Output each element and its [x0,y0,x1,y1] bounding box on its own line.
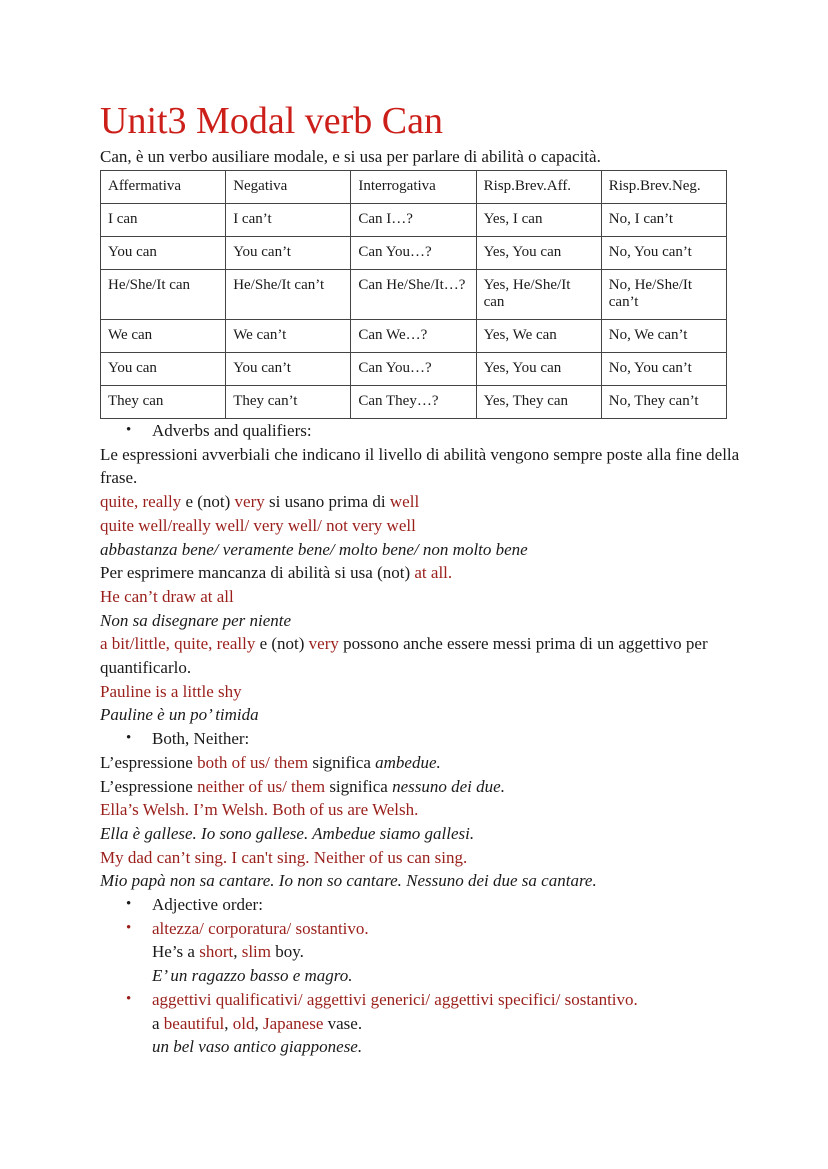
both-example-2: My dad can’t sing. I can't sing. Neither of us can sing. [100,847,468,867]
adjective-heading: • Adjective order: [100,893,740,917]
table-cell: Yes, I can [476,204,601,237]
table-cell: I can’t [226,204,351,237]
table-header-cell: Negativa [226,171,351,204]
text-plain: He’s a [152,942,200,962]
table-cell: Yes, You can [476,353,601,386]
text-red: neither of us/ them [197,776,326,796]
notes-body [100,419,740,1059]
text-italic: nessuno dei due. [392,776,505,796]
table-cell: No, I can’t [601,204,726,237]
adverbs-rule: Le espressioni avverbiali che indicano il livello di abilità vengono sempre poste alla fine della frase. [100,444,740,488]
adverbs-line-3: abbastanza bene/ veramente bene/ molto bene/ non molto bene [100,539,528,559]
table-row [101,386,727,419]
text-plain: vase. [323,1013,363,1033]
text-red: old [232,1013,255,1033]
text-red: very [234,492,265,512]
table-cell: Can He/She/It…? [351,270,476,320]
adverbs-translation-2: Pauline è un po’ timida [100,705,259,725]
adverbs-translation: Non sa disegnare per niente [100,610,292,630]
table-cell: You can’t [226,237,351,270]
text-plain: , [254,1013,263,1033]
intro-text: Can, è un verbo ausiliare modale, e si usa per parlare di abilità o capacità. [100,147,601,166]
table-cell: No, You can’t [601,353,726,386]
text-red: very [308,634,339,654]
table-cell: Yes, We can [476,320,601,353]
text-red: a bit/little, quite, really [100,634,256,654]
table-cell: No, He/She/It can’t [601,270,726,320]
text-plain: e (not) [181,492,235,512]
table-row [101,237,727,270]
adverbs-line-4 [100,561,740,585]
table-cell: We can [101,320,226,353]
adverbs-example: He can’t draw at all [100,586,234,606]
adverbs-example-2: Pauline is a little shy [100,681,242,701]
text-plain: L’espressione [100,752,198,772]
both-heading: • Both, Neither: [100,727,740,751]
table-header-cell: Interrogativa [351,171,476,204]
text-red: at all. [414,563,453,583]
both-translation-2: Mio papà non sa cantare. Io non so cantare. Nessuno dei due sa cantare. [100,871,597,891]
text-plain: boy. [271,942,304,962]
table-row [101,320,727,353]
table-row [101,204,727,237]
text-plain: e (not) [255,634,309,654]
text-plain: a [152,1013,164,1033]
text-red: both of us/ them [197,752,309,772]
table-header-cell: Risp.Brev.Aff. [476,171,601,204]
adjective-example-2 [100,1012,740,1036]
text-red: Japanese [262,1013,324,1033]
text-plain: L’espressione [100,776,198,796]
text-plain: Per esprimere mancanza di abilità si usa (not) [100,563,415,583]
table-cell: Can They…? [351,386,476,419]
table-header-cell: Risp.Brev.Neg. [601,171,726,204]
text-plain: possono anche essere messi prima di un aggettivo per quantificarlo. [100,634,708,678]
adverbs-line-7 [100,632,740,679]
table-row [101,270,727,320]
text-plain: significa [325,776,393,796]
text-plain: , [233,942,242,962]
both-translation-1: Ella è gallese. Io sono gallese. Ambedue siamo gallesi. [100,823,475,843]
table-cell: They can [101,386,226,419]
text-plain: , [224,1013,233,1033]
adjective-example-1 [100,940,740,964]
table-cell: You can’t [226,353,351,386]
both-line-2 [100,775,740,799]
adjective-rule-2: • aggettivi qualificativi/ aggettivi generici/ aggettivi specifici/ sostantivo. [100,988,740,1012]
table-cell: They can’t [226,386,351,419]
adverbs-heading: • Adverbs and qualifiers: [100,419,740,443]
table-cell: Can I…? [351,204,476,237]
table-cell: No, You can’t [601,237,726,270]
table-cell: Can We…? [351,320,476,353]
adverbs-line-1 [100,490,740,514]
table-cell: You can [101,237,226,270]
table-header-cell: Affermativa [101,171,226,204]
table-row [101,353,727,386]
table-cell: You can [101,353,226,386]
page-title: Unit3 Modal verb Can [100,100,444,142]
table-cell: No, We can’t [601,320,726,353]
adjective-translation-1: E’ un ragazzo basso e magro. [152,966,353,986]
table-cell: I can [101,204,226,237]
table-cell: He/She/It can [101,270,226,320]
table-cell: He/She/It can’t [226,270,351,320]
text-italic: ambedue. [375,752,441,772]
text-plain: si usano prima di [264,492,390,512]
both-line-1 [100,751,740,775]
text-red: short [199,942,234,962]
text-red: slim [241,942,272,962]
table-cell: Yes, He/She/It can [476,270,601,320]
table-cell: No, They can’t [601,386,726,419]
table-header-row [101,171,727,204]
text-red: beautiful [163,1013,225,1033]
adjective-rule-1: • altezza/ corporatura/ sostantivo. [100,917,740,941]
table-cell: Can You…? [351,353,476,386]
both-example-1: Ella’s Welsh. I’m Welsh. Both of us are Welsh. [100,800,419,820]
table-cell: Yes, They can [476,386,601,419]
adjective-translation-2: un bel vaso antico giapponese. [152,1037,363,1057]
table-cell: Yes, You can [476,237,601,270]
text-red: well [389,492,420,512]
text-red: quite, really [100,492,182,512]
table-cell: Can You…? [351,237,476,270]
table-cell: We can’t [226,320,351,353]
adverbs-line-2: quite well/really well/ very well/ not very well [100,515,416,535]
conjugation-table [100,170,727,419]
text-plain: significa [308,752,376,772]
document-page [100,96,740,1059]
